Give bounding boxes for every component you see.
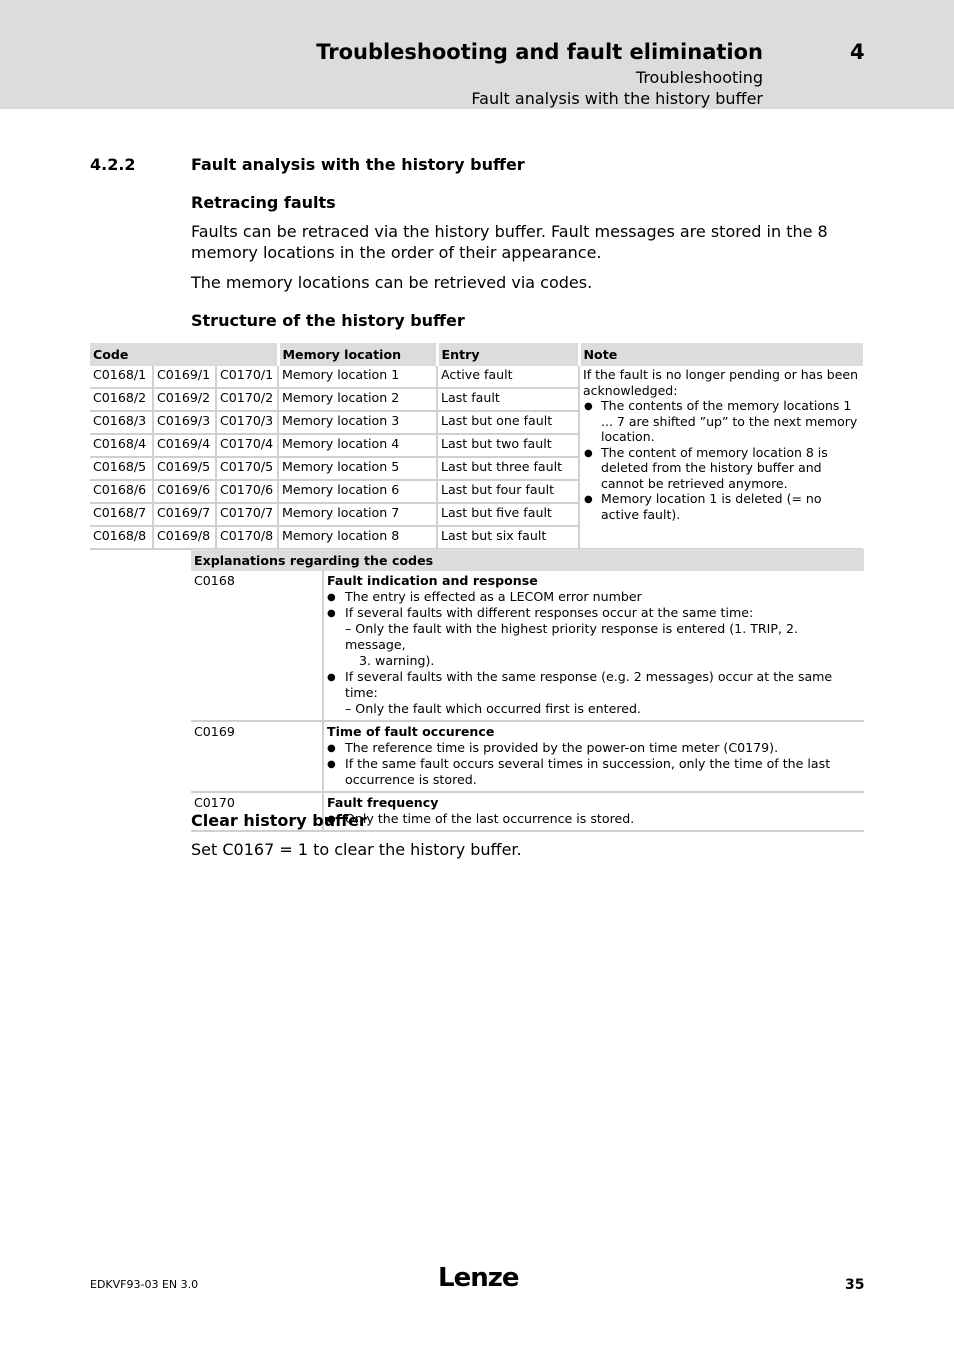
col-header-code: Code — [90, 343, 278, 366]
memory-cell: Memory location 5 — [278, 457, 437, 480]
col-header-note: Note — [579, 343, 863, 366]
clear-paragraph: Set C0167 = 1 to clear the history buffer. — [191, 840, 522, 859]
explanations-table — [191, 549, 864, 832]
retrieval-paragraph: The memory locations can be retrieved via codes. — [191, 273, 593, 292]
list-item-text: If several faults with different responses occur at the same time: — [345, 605, 754, 620]
code-cell: C0170/7 — [216, 503, 278, 526]
entry-cell: Active fault — [437, 366, 579, 388]
dash-item: – Only the fault which occurred first is entered. — [345, 701, 641, 716]
lenze-logo: Lenze — [438, 1263, 519, 1293]
list-item: ● The entry is effected as a LECOM error number — [345, 589, 861, 605]
code-cell: C0168 — [191, 571, 323, 721]
code-cell: C0168/8 — [90, 526, 153, 549]
col-header-entry: Entry — [437, 343, 579, 366]
clear-heading: Clear history buffer — [191, 811, 367, 830]
code-cell: C0168/4 — [90, 434, 153, 457]
table-header-row — [191, 549, 864, 571]
code-cell: C0169/1 — [153, 366, 216, 388]
list-item: ● Only the time of the last occurrence is stored. — [345, 811, 861, 827]
table-row — [90, 366, 863, 388]
document-id: EDKVF93-03 EN 3.0 — [90, 1278, 199, 1291]
code-cell: C0168/5 — [90, 457, 153, 480]
code-cell: C0169/7 — [153, 503, 216, 526]
section-number: 4.2.2 — [90, 155, 136, 174]
code-cell: C0170/4 — [216, 434, 278, 457]
dash-item: – Only the fault with the highest priority response is entered (1. TRIP, 2. message, — [345, 621, 798, 652]
entry-cell: Last but one fault — [437, 411, 579, 434]
code-cell: C0168/2 — [90, 388, 153, 411]
code-cell: C0170/3 — [216, 411, 278, 434]
code-cell: C0170/2 — [216, 388, 278, 411]
memory-cell: Memory location 7 — [278, 503, 437, 526]
explanations-heading: Explanations regarding the codes — [191, 549, 864, 571]
code-cell: C0170/8 — [216, 526, 278, 549]
header-subtitle-1: Troubleshooting — [635, 68, 763, 87]
explanation-list — [327, 811, 861, 827]
page-number: 35 — [845, 1277, 865, 1293]
memory-cell: Memory location 2 — [278, 388, 437, 411]
explanation-cell — [323, 792, 864, 831]
entry-cell: Last but two fault — [437, 434, 579, 457]
list-item: ● Memory location 1 is deleted (= no active fault). — [601, 491, 860, 522]
list-item: ● If the same fault occurs several times in succession, only the time of the last occurrence is stored. — [345, 756, 861, 788]
section-title: Fault analysis with the history buffer — [191, 155, 525, 174]
code-cell: C0169/3 — [153, 411, 216, 434]
table-row — [191, 721, 864, 792]
col-header-memory-location: Memory location — [278, 343, 437, 366]
table-row — [191, 571, 864, 721]
retracing-paragraph: Faults can be retraced via the history buffer. Fault messages are stored in the 8 memory locations in the order of their appearance. — [191, 222, 828, 262]
chapter-number: 4 — [850, 40, 865, 64]
structure-heading: Structure of the history buffer — [191, 311, 465, 330]
code-cell: C0169/6 — [153, 480, 216, 503]
entry-cell: Last but six fault — [437, 526, 579, 549]
note-cell — [579, 366, 863, 549]
memory-cell: Memory location 6 — [278, 480, 437, 503]
code-cell: C0169 — [191, 721, 323, 792]
note-list — [583, 398, 860, 522]
list-item — [345, 605, 861, 669]
list-item — [345, 669, 861, 717]
code-cell: C0170/1 — [216, 366, 278, 388]
list-item: ● The contents of the memory locations 1 ... 7 are shifted ”up” to the next memory location. — [601, 398, 860, 445]
entry-cell: Last but four fault — [437, 480, 579, 503]
history-buffer-table — [90, 343, 863, 550]
note-intro: If the fault is no longer pending or has been acknowledged: — [583, 367, 859, 398]
explanation-title: Fault frequency — [327, 795, 439, 810]
entry-cell: Last fault — [437, 388, 579, 411]
memory-cell: Memory location 3 — [278, 411, 437, 434]
chapter-title: Troubleshooting and fault elimination — [316, 40, 763, 64]
explanation-title: Time of fault occurence — [327, 724, 495, 739]
entry-cell: Last but three fault — [437, 457, 579, 480]
list-item-text: If several faults with the same response (e.g. 2 messages) occur at the same time: — [345, 669, 833, 700]
code-cell: C0169/8 — [153, 526, 216, 549]
code-cell: C0168/7 — [90, 503, 153, 526]
header-subtitle-2: Fault analysis with the history buffer — [471, 89, 763, 108]
code-cell: C0168/6 — [90, 480, 153, 503]
list-item: ● The content of memory location 8 is deleted from the history buffer and cannot be retrieved anymore. — [601, 445, 860, 492]
retracing-heading: Retracing faults — [191, 193, 336, 212]
code-cell: C0170/5 — [216, 457, 278, 480]
code-cell: C0170 — [191, 792, 323, 831]
explanation-list — [327, 740, 861, 788]
explanation-list — [327, 589, 861, 717]
code-cell: C0169/4 — [153, 434, 216, 457]
explanation-title: Fault indication and response — [327, 573, 538, 588]
memory-cell: Memory location 4 — [278, 434, 437, 457]
memory-cell: Memory location 1 — [278, 366, 437, 388]
code-cell: C0168/3 — [90, 411, 153, 434]
memory-cell: Memory location 8 — [278, 526, 437, 549]
code-cell: C0169/2 — [153, 388, 216, 411]
list-item: ● The reference time is provided by the power-on time meter (C0179). — [345, 740, 861, 756]
table-header-row — [90, 343, 863, 366]
code-cell: C0169/5 — [153, 457, 216, 480]
entry-cell: Last but five fault — [437, 503, 579, 526]
explanation-cell — [323, 721, 864, 792]
code-cell: C0168/1 — [90, 366, 153, 388]
code-cell: C0170/6 — [216, 480, 278, 503]
explanation-cell — [323, 571, 864, 721]
dash-item-continued: 3. warning). — [359, 653, 435, 668]
